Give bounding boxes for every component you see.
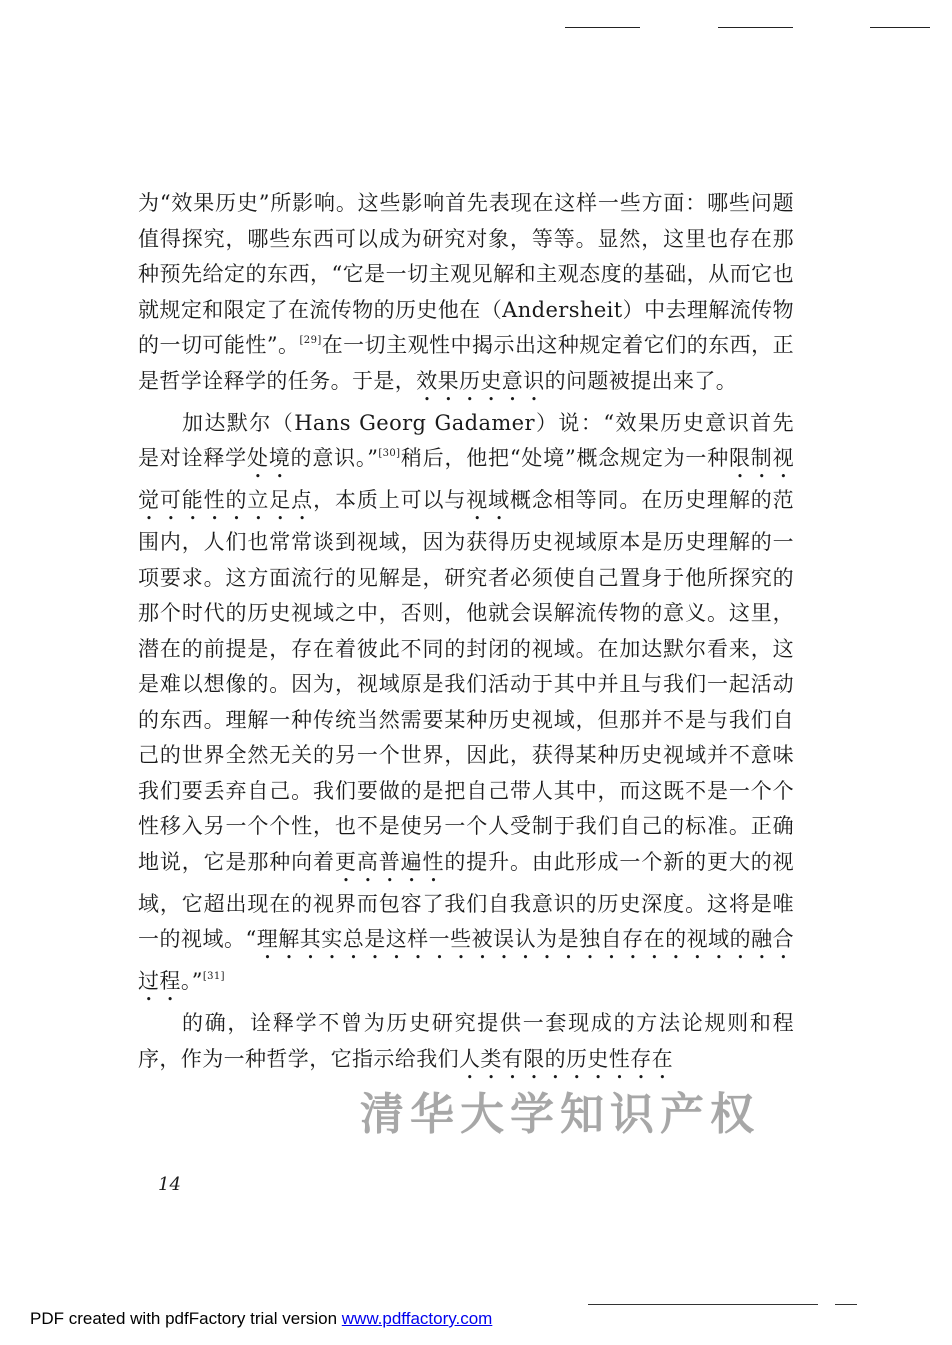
page-number: 14 xyxy=(158,1174,181,1195)
text-segment: 概念相等同。在历史理解的范围内，人们也常常谈到视域，因为获得历史视域原本是历史理解的一项要求。这方面流行的见解是，研究者必须使自己置身于他所探究的那个时代的历史视域之中，否则，他就会误解流传物的意义。这里，潜在的前提是，存在着彼此不同的封闭的视域。在加达默尔看来，这是难以想像的。因为，视域原是我们活动于其中并且与我们一起活动的东西。理解一种传统当然需要某种历史视域，但那并不是与我们自己的世界全然无关的另一个世界，因此，获得某种历史视域并不意味我们要丢弃自己。我们要做的是把自己带人其中，而这既不是一个个性移入另一个个性，也不是使另一个人受制于我们自己的标准。正确地说，它是那种向着 xyxy=(138,488,794,874)
emphasized-term: 限制视觉可能性的立足点 xyxy=(138,446,794,512)
emphasized-term: 人类有限的历史性存在 xyxy=(459,1046,673,1071)
text-segment: 的意识。” xyxy=(290,446,379,470)
emphasized-term: 理解其实总是这样一些被误认为是独自存在的视域的融合过程 xyxy=(138,927,795,993)
emphasized-term: 视域 xyxy=(466,488,510,512)
footer-rule-short xyxy=(835,1304,857,1305)
page-body xyxy=(138,186,794,1084)
emphasized-term: 效果历史意识 xyxy=(416,368,545,393)
text-segment: 为“效果历史”所影响。这些影响首先表现在这样一些方面：哪些问题值得探究，哪些东西可以成为研究对象，等等。显然，这里也存在那种预先给定的东西，“它是一切主观见解和主观态度的基础，从而它也就规定和限定了在流传物的历史他在（Andersheit）中去理解流传物的一切可能性”。 xyxy=(138,191,794,357)
pdf-footer xyxy=(30,1309,492,1329)
text-segment: 稍后，他把“处境”概念规定为一种 xyxy=(400,446,730,470)
paragraph xyxy=(138,1006,794,1084)
text-segment: 的提升。由此形成一个新的更大的视域，它超出现在的视界而包容了我们自我意识的历史深度。这将是唯一的视域。“ xyxy=(138,849,795,951)
text-segment: 的问题被提出来了。 xyxy=(544,368,738,393)
header-rule-2 xyxy=(718,27,793,28)
emphasized-term: 更高普遍性 xyxy=(334,849,445,874)
header-rule-3 xyxy=(870,27,930,28)
text-segment: ，本质上可以与 xyxy=(313,488,467,512)
text-segment: 加达默尔（Hans Georg Gadamer）说：“效果历史意识首先是对诠释学 xyxy=(138,410,794,470)
footer-prefix: PDF created with pdfFactory trial version xyxy=(30,1309,342,1328)
footer-rule xyxy=(588,1304,818,1305)
citation-ref: [31] xyxy=(202,971,225,982)
paragraph xyxy=(138,406,794,1007)
header-rule-1 xyxy=(565,27,640,28)
paragraph xyxy=(138,186,794,406)
text-segment: 的确，诠释学不曾为历史研究提供一套现成的方法论规则和程序，作为一种哲学，它指示给我们 xyxy=(138,1011,794,1071)
pdffactory-link[interactable]: www.pdffactory.com xyxy=(341,1309,493,1328)
citation-ref: [29] xyxy=(299,335,322,346)
emphasized-term: 处境 xyxy=(246,446,291,470)
text-segment: 。” xyxy=(180,969,203,993)
text-segment: 在一切主观性中揭示出这种规定着它们的东西，正是哲学诠释学的任务。于是， xyxy=(138,333,794,393)
citation-ref: [30] xyxy=(378,448,401,459)
watermark: 清华大学知识产权 xyxy=(360,1089,760,1140)
